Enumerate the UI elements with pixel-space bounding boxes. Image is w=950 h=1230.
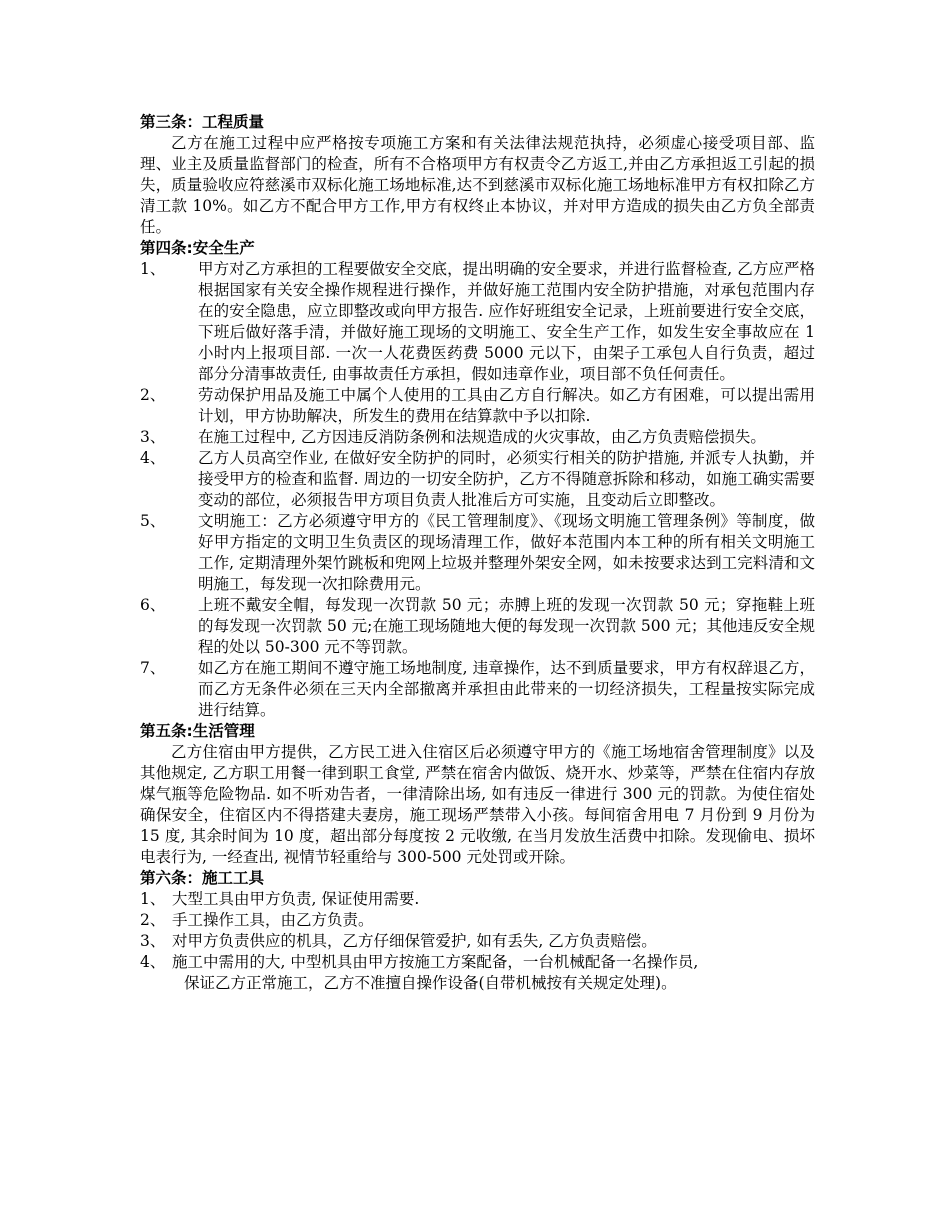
item-number: 4、 [140, 449, 166, 467]
item-text: 乙方人员高空作业, 在做好安全防护的同时，必须实行相关的防护措施, 并派专人执勤，并接受甲方的检查和监督. 周边的一切安全防护，乙方不得随意拆除和移动，如施工确实需要变动的部位，必须报告甲方项目负责人批准后方可实施，且变动后立即整改。 [198, 449, 815, 509]
item-number: 2、 [140, 911, 166, 929]
item-text: 文明施工：乙方必须遵守甲方的《民工管理制度》、《现场文明施工管理条例》等制度，做好甲方指定的文明卫生负责区的现场清理工作，做好本范围内本工种的所有相关文明施工工作, 定期清理外架竹跳板和兜网上垃圾并整理外架安全网，如未按要求达到工完料清和文明施工，每发现一次扣除费用元。 [198, 512, 815, 593]
article-3-title: 第三条：工程质量 [140, 113, 265, 131]
article-5-body: 乙方住宿由甲方提供，乙方民工进入住宿区后必须遵守甲方的《施工场地宿舍管理制度》以及其他规定, 乙方职工用餐一律到职工食堂, 严禁在宿舍内做饭、烧开水、炒菜等，严禁在住宿内存放煤气瓶等危险物品. 如不听劝告者，一律清除出场, 如有违反一律进行 300 元的罚款。为使住宿处确保安全，住宿区内不得搭建夫妻房，施工现场严禁带入小孩。每间宿舍用电 7 月份到 9 月份为 15 度, 其余时间为 10 度，超出部分每度按 2 元收缴, 在当月发放生活费中扣除。发现偷电、损坏电表行为, 一经查出, 视情节轻重给与 300-500 元处罚或开除。 [140, 743, 815, 866]
item-number: 3、 [140, 428, 166, 446]
list-item [140, 952, 815, 973]
list-item [140, 385, 815, 427]
article-3-body: 乙方在施工过程中应严格按专项施工方案和有关法律法规范执持，必须虚心接受项目部、监理、业主及质量监督部门的检查，所有不合格项甲方有权责令乙方返工,并由乙方承担返工引起的损失，质量验收应符慈溪市双标化施工场地标准,达不到慈溪市双标化施工场地标准甲方有权扣除乙方清工款 10%。如乙方不配合甲方工作,甲方有权终止本协议，并对甲方造成的损失由乙方负全部责任。 [140, 134, 815, 236]
item-number: 7、 [140, 659, 166, 677]
list-item [140, 427, 815, 448]
item-number: 2、 [140, 386, 166, 404]
article-4-title: 第四条:安全生产 [140, 239, 255, 257]
list-item [140, 595, 815, 658]
list-item [140, 889, 815, 910]
article-6-list [140, 889, 815, 994]
list-item [140, 259, 815, 385]
list-item [140, 931, 815, 952]
item-number: 1、 [140, 890, 166, 908]
item-text: 劳动保护用品及施工中属个人使用的工具由乙方自行解决。如乙方有困难，可以提出需用计划，甲方协助解决，所发生的费用在结算款中予以扣除. [198, 386, 815, 425]
list-item [140, 511, 815, 595]
item-number: 5、 [140, 512, 166, 530]
list-item [140, 658, 815, 721]
item-text: 如乙方在施工期间不遵守施工场地制度, 违章操作，达不到质量要求，甲方有权辞退乙方，而乙方无条件必须在三天内全部撤离并承担由此带来的一切经济损失，工程量按实际完成进行结算。 [198, 659, 815, 719]
item-text: 在施工过程中, 乙方因违反消防条例和法规造成的火灾事故，由乙方负责赔偿损失。 [198, 428, 766, 446]
item-text: 大型工具由甲方负责, 保证使用需要. [172, 890, 420, 908]
article-5-title: 第五条:生活管理 [140, 722, 255, 740]
item-number: 3、 [140, 932, 166, 950]
item-text: 甲方对乙方承担的工程要做安全交底，提出明确的安全要求，并进行监督检查, 乙方应严格根据国家有关安全操作规程进行操作，并做好施工范围内安全防护措施，对承包范围内存在的安全隐患，应立即整改或向甲方报告. 应作好班组安全记录，上班前要进行安全交底，下班后做好落手清，并做好施工现场的文明施工、安全生产工作，如发生安全事故应在 1 小时内上报项目部. 一次一人花费医药费 5000 元以下，由架子工承包人自行负责，超过部分分清事故责任, 由事故责任方承担，假如违章作业，项目部不负任何责任。 [198, 260, 815, 383]
item-number: 6、 [140, 596, 166, 614]
article-6-title: 第六条：施工工具 [140, 869, 265, 887]
document-page [140, 112, 815, 994]
article-4-list [140, 259, 815, 721]
item-text: 施工中需用的大, 中型机具由甲方按施工方案配备，一台机械配备一名操作员, [172, 953, 699, 971]
item-text: 上班不戴安全帽，每发现一次罚款 50 元；赤膊上班的发现一次罚款 50 元；穿拖鞋上班的每发现一次罚款 50 元;在施工现场随地大便的每发现一次罚款 500 元；其他违反安全规程的处以 50-300 元不等罚款。 [198, 596, 815, 656]
item-text: 对甲方负责供应的机具，乙方仔细保管爱护, 如有丢失, 乙方负责赔偿。 [172, 932, 657, 950]
item-continuation: 保证乙方正常施工，乙方不准擅自操作设备(自带机械按有关规定处理)。 [184, 974, 677, 992]
list-item [140, 910, 815, 931]
item-text: 手工操作工具，由乙方负责。 [172, 911, 374, 929]
list-item [140, 448, 815, 511]
item-number: 4、 [140, 953, 166, 971]
item-number: 1、 [140, 260, 166, 278]
